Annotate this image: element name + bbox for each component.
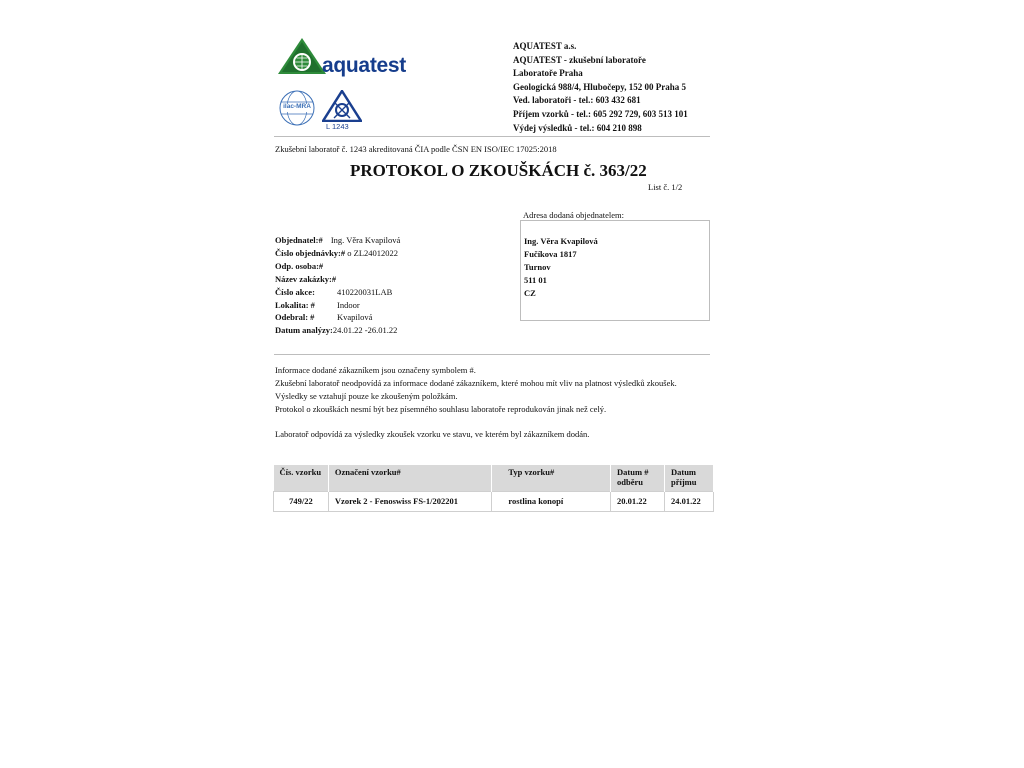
order-row — [275, 286, 515, 299]
responsibility-statement: Laboratoř odpovídá za výsledky zkoušek vzorku ve stavu, ve kterém byl zákazníkem dodán. — [275, 429, 590, 439]
address-line: Ing. Věra Kvapilová — [524, 236, 598, 246]
order-label: Odp. osoba:# — [275, 260, 324, 271]
protocol-title: PROTOKOL O ZKOUŠKÁCH č. 363/22 — [350, 161, 647, 180]
header-divider — [274, 136, 710, 137]
table-header-row — [274, 465, 714, 492]
order-label: Číslo akce: — [275, 286, 315, 297]
order-details — [275, 234, 515, 337]
order-value: Kvapilová — [337, 312, 373, 323]
order-row — [275, 324, 515, 337]
cia-accreditation-mark — [322, 90, 362, 132]
company-line: Geologická 988/4, Hlubočepy, 152 00 Praha 5 — [513, 81, 687, 92]
order-value: 24.01.22 -26.01.22 — [332, 325, 398, 336]
notes — [275, 364, 677, 416]
table-row — [274, 492, 714, 512]
order-value: Indoor — [337, 299, 360, 310]
column-header: Označení vzorku# — [328, 465, 491, 492]
order-label: Datum analýzy: — [275, 325, 333, 336]
company-line: Příjem vzorků - tel.: 605 292 729, 603 513 101 — [513, 108, 688, 119]
sample-number: 749/22 — [274, 492, 329, 512]
order-value: Ing. Věra Kvapilová — [330, 235, 401, 245]
column-header: Typ vzorku# — [492, 465, 611, 492]
sample-designation: Vzorek 2 - Fenoswiss FS-1/202201 — [328, 492, 491, 512]
address-line: Fučíkova 1817 — [524, 248, 577, 259]
address-line: 511 01 — [524, 274, 547, 285]
ilac-mra-text: ilac-MRA — [283, 103, 311, 110]
aquatest-triangle-icon — [278, 36, 328, 78]
order-value: 410220031LAB — [337, 286, 393, 297]
address-line: Turnov — [524, 261, 551, 272]
column-header: Datum příjmu — [664, 465, 713, 492]
cia-triangle-icon — [322, 90, 362, 122]
company-info — [513, 40, 688, 135]
address-heading: Adresa dodaná objednatelem: — [523, 210, 625, 220]
order-row — [275, 299, 515, 312]
receipt-date: 24.01.22 — [664, 492, 713, 512]
ilac-mra-badge — [279, 90, 315, 126]
order-row — [275, 234, 515, 247]
company-line: Ved. laboratoři - tel.: 603 432 681 — [513, 95, 641, 106]
order-row — [275, 260, 515, 273]
note-line: Zkušební laboratoř neodpovídá za informace dodané zákazníkem, které mohou mít vliv na platnost výsledků zkoušek. — [275, 377, 677, 388]
note-line: Protokol o zkouškách nesmí být bez písemného souhlasu laboratoře reprodukován jinak než celý. — [275, 403, 607, 414]
company-line: AQUATEST a.s. — [513, 41, 577, 51]
address-line: CZ — [524, 287, 536, 298]
note-line: Informace dodané zákazníkem jsou označeny symbolem #. — [275, 365, 476, 375]
order-row — [275, 273, 515, 286]
address-box — [520, 220, 710, 321]
order-value: o ZL24012022 — [347, 247, 399, 258]
company-line: Výdej výsledků - tel.: 604 210 898 — [513, 122, 642, 133]
company-line: AQUATEST - zkušební laboratoře — [513, 54, 646, 65]
accreditation-statement: Zkušební laboratoř č. 1243 akreditovaná ČIA podle ČSN EN ISO/IEC 17025:2018 — [275, 144, 557, 154]
order-label: Číslo objednávky:# — [275, 247, 346, 258]
company-line: Laboratoře Praha — [513, 68, 583, 79]
sampling-date: 20.01.22 — [611, 492, 665, 512]
note-line: Výsledky se vztahují pouze ke zkoušeným položkám. — [275, 390, 458, 401]
cia-number: L 1243 — [326, 122, 349, 131]
aquatest-logo — [278, 36, 453, 78]
order-label: Objednatel:# — [275, 235, 323, 245]
order-label: Název zakázky:# — [275, 273, 337, 284]
column-header: Čís. vzorku — [274, 465, 329, 492]
logo-wordmark: aquatest — [322, 54, 406, 77]
samples-table — [273, 465, 714, 512]
notes-divider — [274, 354, 710, 355]
order-label: Lokalita: # — [275, 299, 315, 310]
sheet-number: List č. 1/2 — [648, 182, 683, 192]
order-row — [275, 311, 515, 324]
sample-type: rostlina konopí — [492, 492, 611, 512]
order-row — [275, 247, 515, 260]
order-label: Odebral: # — [275, 312, 315, 323]
column-header: Datum # odběru — [611, 465, 665, 492]
